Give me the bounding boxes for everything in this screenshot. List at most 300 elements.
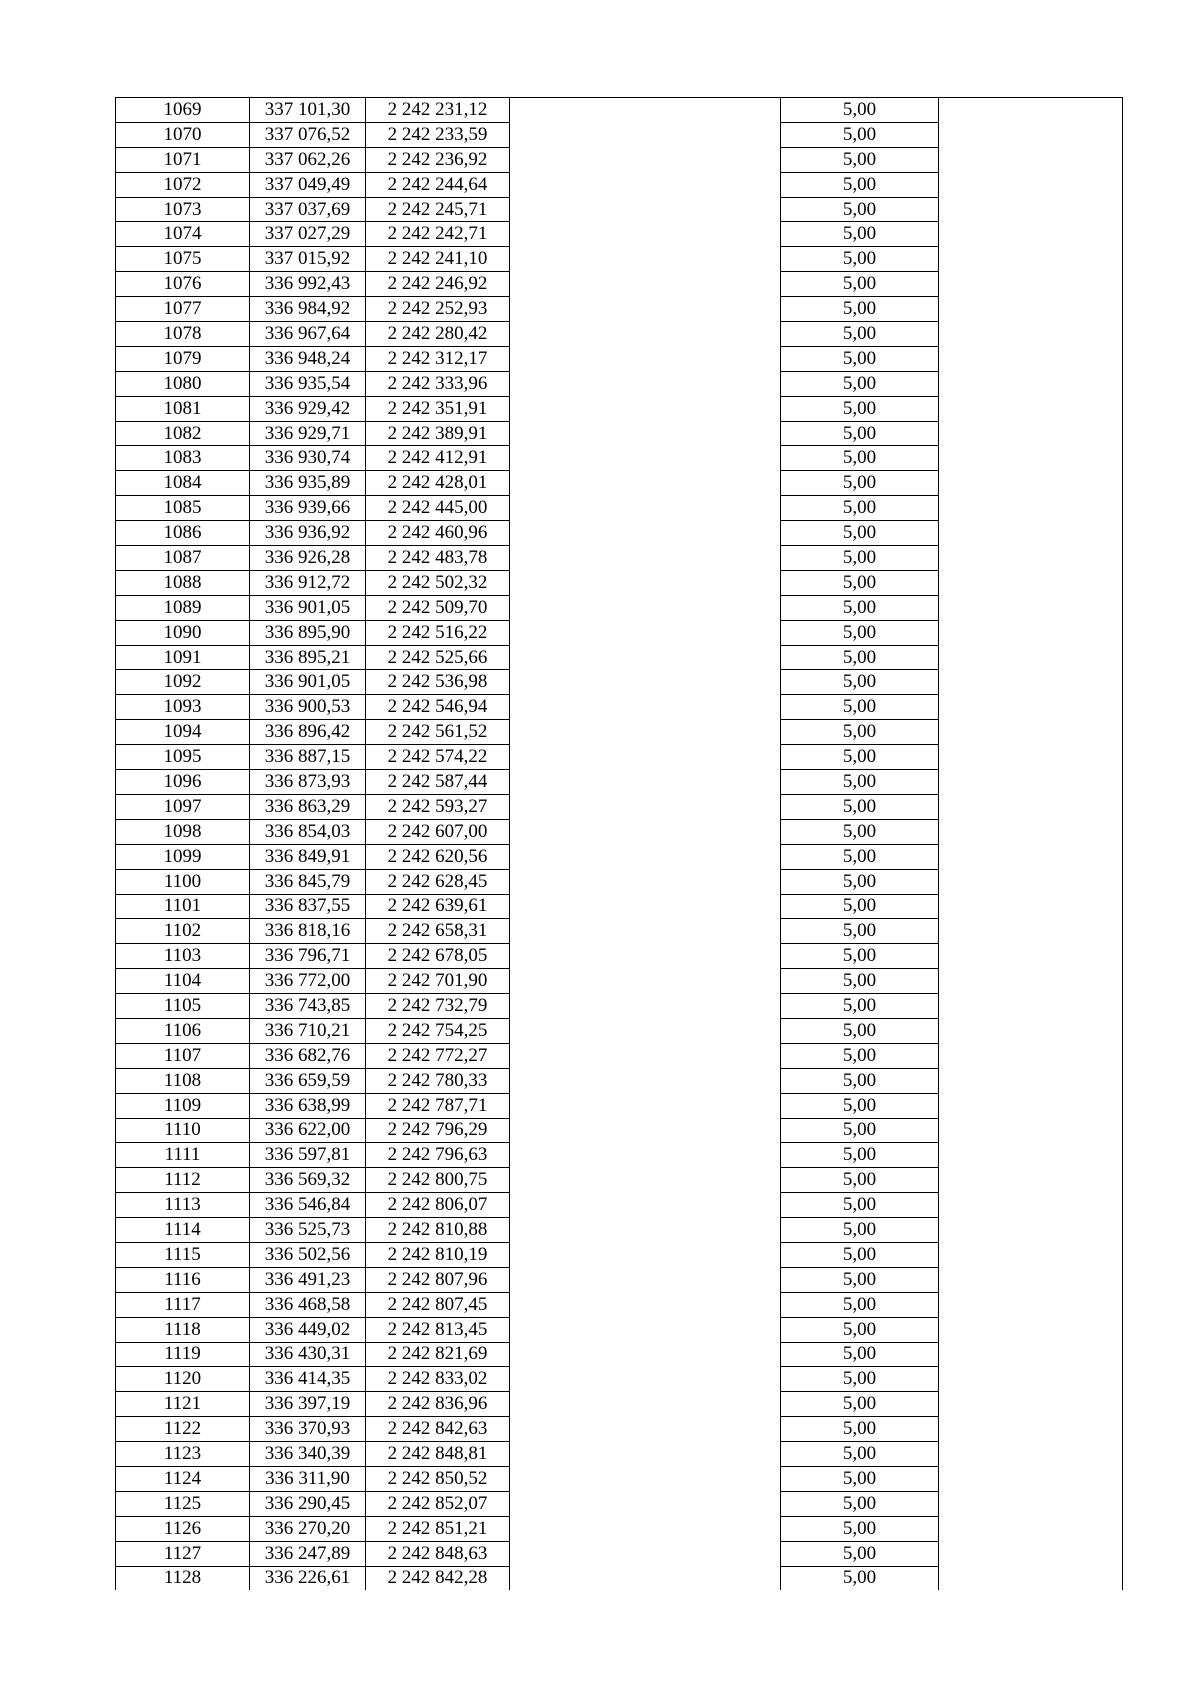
- value-cell: 5,00: [781, 969, 939, 994]
- table-row: [116, 1342, 1123, 1367]
- point-number-cell: 1076: [116, 272, 250, 297]
- point-number-cell: 1088: [116, 570, 250, 595]
- value-cell: 5,00: [781, 98, 939, 123]
- table-row: [116, 720, 1123, 745]
- table-row: [116, 570, 1123, 595]
- empty-cell: [510, 770, 781, 795]
- point-number-cell: 1113: [116, 1193, 250, 1218]
- value-cell: 5,00: [781, 322, 939, 347]
- y-coordinate-cell: 2 242 833,02: [366, 1367, 510, 1392]
- table-row: [116, 322, 1123, 347]
- empty-cell: [939, 844, 1123, 869]
- y-coordinate-cell: 2 242 245,71: [366, 197, 510, 222]
- y-coordinate-cell: 2 242 678,05: [366, 944, 510, 969]
- point-number-cell: 1085: [116, 496, 250, 521]
- empty-cell: [510, 496, 781, 521]
- x-coordinate-cell: 336 622,00: [250, 1118, 366, 1143]
- empty-cell: [939, 1566, 1123, 1590]
- table-row: [116, 1392, 1123, 1417]
- point-number-cell: 1090: [116, 620, 250, 645]
- x-coordinate-cell: 336 863,29: [250, 794, 366, 819]
- point-number-cell: 1082: [116, 421, 250, 446]
- y-coordinate-cell: 2 242 233,59: [366, 122, 510, 147]
- empty-cell: [939, 247, 1123, 272]
- y-coordinate-cell: 2 242 620,56: [366, 844, 510, 869]
- value-cell: 5,00: [781, 570, 939, 595]
- value-cell: 5,00: [781, 1242, 939, 1267]
- point-number-cell: 1079: [116, 346, 250, 371]
- empty-cell: [939, 620, 1123, 645]
- table-row: [116, 695, 1123, 720]
- table-row: [116, 1466, 1123, 1491]
- value-cell: 5,00: [781, 1218, 939, 1243]
- empty-cell: [939, 172, 1123, 197]
- table-row: [116, 1367, 1123, 1392]
- y-coordinate-cell: 2 242 807,96: [366, 1267, 510, 1292]
- x-coordinate-cell: 336 901,05: [250, 595, 366, 620]
- y-coordinate-cell: 2 242 658,31: [366, 919, 510, 944]
- value-cell: 5,00: [781, 1143, 939, 1168]
- y-coordinate-cell: 2 242 701,90: [366, 969, 510, 994]
- point-number-cell: 1092: [116, 670, 250, 695]
- y-coordinate-cell: 2 242 445,00: [366, 496, 510, 521]
- value-cell: 5,00: [781, 471, 939, 496]
- empty-cell: [939, 272, 1123, 297]
- point-number-cell: 1101: [116, 894, 250, 919]
- point-number-cell: 1115: [116, 1242, 250, 1267]
- value-cell: 5,00: [781, 894, 939, 919]
- value-cell: 5,00: [781, 695, 939, 720]
- empty-cell: [510, 794, 781, 819]
- y-coordinate-cell: 2 242 754,25: [366, 1018, 510, 1043]
- x-coordinate-cell: 336 311,90: [250, 1466, 366, 1491]
- x-coordinate-cell: 336 414,35: [250, 1367, 366, 1392]
- y-coordinate-cell: 2 242 412,91: [366, 446, 510, 471]
- x-coordinate-cell: 336 743,85: [250, 994, 366, 1019]
- empty-cell: [510, 994, 781, 1019]
- table-row: [116, 944, 1123, 969]
- table-row: [116, 1118, 1123, 1143]
- y-coordinate-cell: 2 242 428,01: [366, 471, 510, 496]
- value-cell: 5,00: [781, 1292, 939, 1317]
- point-number-cell: 1070: [116, 122, 250, 147]
- empty-cell: [939, 1193, 1123, 1218]
- x-coordinate-cell: 336 430,31: [250, 1342, 366, 1367]
- empty-cell: [939, 521, 1123, 546]
- empty-cell: [510, 1218, 781, 1243]
- x-coordinate-cell: 336 873,93: [250, 770, 366, 795]
- table-row: [116, 869, 1123, 894]
- empty-cell: [510, 1541, 781, 1566]
- table-row: [116, 1193, 1123, 1218]
- value-cell: 5,00: [781, 819, 939, 844]
- point-number-cell: 1087: [116, 546, 250, 571]
- table-row: [116, 1442, 1123, 1467]
- x-coordinate-cell: 337 076,52: [250, 122, 366, 147]
- table-row: [116, 969, 1123, 994]
- x-coordinate-cell: 336 818,16: [250, 919, 366, 944]
- x-coordinate-cell: 336 930,74: [250, 446, 366, 471]
- table-row: [116, 1267, 1123, 1292]
- point-number-cell: 1077: [116, 297, 250, 322]
- empty-cell: [939, 745, 1123, 770]
- value-cell: 5,00: [781, 1193, 939, 1218]
- y-coordinate-cell: 2 242 593,27: [366, 794, 510, 819]
- point-number-cell: 1078: [116, 322, 250, 347]
- point-number-cell: 1126: [116, 1516, 250, 1541]
- empty-cell: [939, 1168, 1123, 1193]
- y-coordinate-cell: 2 242 796,29: [366, 1118, 510, 1143]
- point-number-cell: 1124: [116, 1466, 250, 1491]
- empty-cell: [510, 745, 781, 770]
- value-cell: 5,00: [781, 1566, 939, 1590]
- table-row: [116, 346, 1123, 371]
- empty-cell: [939, 919, 1123, 944]
- y-coordinate-cell: 2 242 842,63: [366, 1417, 510, 1442]
- value-cell: 5,00: [781, 1093, 939, 1118]
- empty-cell: [939, 346, 1123, 371]
- x-coordinate-cell: 336 887,15: [250, 745, 366, 770]
- x-coordinate-cell: 336 901,05: [250, 670, 366, 695]
- empty-cell: [939, 944, 1123, 969]
- point-number-cell: 1089: [116, 595, 250, 620]
- value-cell: 5,00: [781, 1118, 939, 1143]
- x-coordinate-cell: 336 984,92: [250, 297, 366, 322]
- empty-cell: [510, 172, 781, 197]
- y-coordinate-cell: 2 242 787,71: [366, 1093, 510, 1118]
- empty-cell: [939, 1367, 1123, 1392]
- table-row: [116, 1541, 1123, 1566]
- empty-cell: [510, 1118, 781, 1143]
- table-row: [116, 1242, 1123, 1267]
- x-coordinate-cell: 336 340,39: [250, 1442, 366, 1467]
- y-coordinate-cell: 2 242 639,61: [366, 894, 510, 919]
- empty-cell: [939, 371, 1123, 396]
- empty-cell: [510, 1193, 781, 1218]
- table-row: [116, 147, 1123, 172]
- y-coordinate-cell: 2 242 810,88: [366, 1218, 510, 1243]
- y-coordinate-cell: 2 242 525,66: [366, 645, 510, 670]
- x-coordinate-cell: 336 939,66: [250, 496, 366, 521]
- table-row: [116, 794, 1123, 819]
- empty-cell: [510, 869, 781, 894]
- value-cell: 5,00: [781, 1442, 939, 1467]
- y-coordinate-cell: 2 242 252,93: [366, 297, 510, 322]
- table-row: [116, 396, 1123, 421]
- point-number-cell: 1119: [116, 1342, 250, 1367]
- x-coordinate-cell: 337 037,69: [250, 197, 366, 222]
- y-coordinate-cell: 2 242 333,96: [366, 371, 510, 396]
- value-cell: 5,00: [781, 446, 939, 471]
- x-coordinate-cell: 337 027,29: [250, 222, 366, 247]
- point-number-cell: 1097: [116, 794, 250, 819]
- x-coordinate-cell: 337 049,49: [250, 172, 366, 197]
- empty-cell: [510, 819, 781, 844]
- y-coordinate-cell: 2 242 561,52: [366, 720, 510, 745]
- x-coordinate-cell: 336 992,43: [250, 272, 366, 297]
- empty-cell: [510, 1442, 781, 1467]
- x-coordinate-cell: 336 710,21: [250, 1018, 366, 1043]
- y-coordinate-cell: 2 242 806,07: [366, 1193, 510, 1218]
- y-coordinate-cell: 2 242 312,17: [366, 346, 510, 371]
- point-number-cell: 1116: [116, 1267, 250, 1292]
- x-coordinate-cell: 337 101,30: [250, 98, 366, 123]
- x-coordinate-cell: 336 525,73: [250, 1218, 366, 1243]
- empty-cell: [939, 1292, 1123, 1317]
- point-number-cell: 1128: [116, 1566, 250, 1590]
- x-coordinate-cell: 336 569,32: [250, 1168, 366, 1193]
- value-cell: 5,00: [781, 944, 939, 969]
- x-coordinate-cell: 336 912,72: [250, 570, 366, 595]
- table-row: [116, 1218, 1123, 1243]
- table-row: [116, 446, 1123, 471]
- point-number-cell: 1114: [116, 1218, 250, 1243]
- table-row: [116, 122, 1123, 147]
- point-number-cell: 1118: [116, 1317, 250, 1342]
- value-cell: 5,00: [781, 1367, 939, 1392]
- x-coordinate-cell: 336 247,89: [250, 1541, 366, 1566]
- empty-cell: [510, 421, 781, 446]
- point-number-cell: 1091: [116, 645, 250, 670]
- value-cell: 5,00: [781, 869, 939, 894]
- x-coordinate-cell: 336 468,58: [250, 1292, 366, 1317]
- x-coordinate-cell: 336 936,92: [250, 521, 366, 546]
- table-row: [116, 645, 1123, 670]
- value-cell: 5,00: [781, 1043, 939, 1068]
- value-cell: 5,00: [781, 670, 939, 695]
- value-cell: 5,00: [781, 1516, 939, 1541]
- y-coordinate-cell: 2 242 807,45: [366, 1292, 510, 1317]
- value-cell: 5,00: [781, 1417, 939, 1442]
- empty-cell: [510, 1267, 781, 1292]
- empty-cell: [939, 969, 1123, 994]
- empty-cell: [939, 645, 1123, 670]
- point-number-cell: 1117: [116, 1292, 250, 1317]
- y-coordinate-cell: 2 242 242,71: [366, 222, 510, 247]
- y-coordinate-cell: 2 242 483,78: [366, 546, 510, 571]
- point-number-cell: 1100: [116, 869, 250, 894]
- empty-cell: [510, 844, 781, 869]
- point-number-cell: 1110: [116, 1118, 250, 1143]
- y-coordinate-cell: 2 242 607,00: [366, 819, 510, 844]
- y-coordinate-cell: 2 242 810,19: [366, 1242, 510, 1267]
- table-row: [116, 1417, 1123, 1442]
- point-number-cell: 1071: [116, 147, 250, 172]
- value-cell: 5,00: [781, 546, 939, 571]
- empty-cell: [939, 222, 1123, 247]
- table-row: [116, 521, 1123, 546]
- table-row: [116, 770, 1123, 795]
- empty-cell: [939, 1442, 1123, 1467]
- x-coordinate-cell: 336 546,84: [250, 1193, 366, 1218]
- x-coordinate-cell: 337 062,26: [250, 147, 366, 172]
- table-row: [116, 1491, 1123, 1516]
- empty-cell: [939, 1317, 1123, 1342]
- point-number-cell: 1102: [116, 919, 250, 944]
- point-number-cell: 1107: [116, 1043, 250, 1068]
- table-row: [116, 247, 1123, 272]
- value-cell: 5,00: [781, 1018, 939, 1043]
- table-row: [116, 197, 1123, 222]
- empty-cell: [510, 670, 781, 695]
- value-cell: 5,00: [781, 1466, 939, 1491]
- empty-cell: [939, 695, 1123, 720]
- empty-cell: [510, 322, 781, 347]
- table-row: [116, 844, 1123, 869]
- empty-cell: [939, 1392, 1123, 1417]
- empty-cell: [510, 546, 781, 571]
- empty-cell: [510, 147, 781, 172]
- table-row: [116, 371, 1123, 396]
- empty-cell: [939, 471, 1123, 496]
- empty-cell: [939, 1043, 1123, 1068]
- table-row: [116, 546, 1123, 571]
- x-coordinate-cell: 336 682,76: [250, 1043, 366, 1068]
- empty-cell: [510, 1317, 781, 1342]
- y-coordinate-cell: 2 242 389,91: [366, 421, 510, 446]
- table-row: [116, 1317, 1123, 1342]
- table-row: [116, 1143, 1123, 1168]
- x-coordinate-cell: 336 967,64: [250, 322, 366, 347]
- empty-cell: [939, 1516, 1123, 1541]
- x-coordinate-cell: 336 491,23: [250, 1267, 366, 1292]
- empty-cell: [510, 98, 781, 123]
- y-coordinate-cell: 2 242 732,79: [366, 994, 510, 1019]
- empty-cell: [510, 944, 781, 969]
- empty-cell: [939, 1267, 1123, 1292]
- empty-cell: [939, 595, 1123, 620]
- y-coordinate-cell: 2 242 836,96: [366, 1392, 510, 1417]
- x-coordinate-cell: 336 397,19: [250, 1392, 366, 1417]
- value-cell: 5,00: [781, 197, 939, 222]
- empty-cell: [939, 446, 1123, 471]
- table-row: [116, 172, 1123, 197]
- y-coordinate-cell: 2 242 850,52: [366, 1466, 510, 1491]
- value-cell: 5,00: [781, 595, 939, 620]
- empty-cell: [510, 1168, 781, 1193]
- value-cell: 5,00: [781, 919, 939, 944]
- table-row: [116, 1292, 1123, 1317]
- empty-cell: [939, 1342, 1123, 1367]
- empty-cell: [510, 521, 781, 546]
- point-number-cell: 1075: [116, 247, 250, 272]
- y-coordinate-cell: 2 242 244,64: [366, 172, 510, 197]
- value-cell: 5,00: [781, 1342, 939, 1367]
- empty-cell: [939, 670, 1123, 695]
- empty-cell: [510, 1417, 781, 1442]
- y-coordinate-cell: 2 242 628,45: [366, 869, 510, 894]
- y-coordinate-cell: 2 242 796,63: [366, 1143, 510, 1168]
- table-row: [116, 1566, 1123, 1590]
- point-number-cell: 1074: [116, 222, 250, 247]
- empty-cell: [510, 346, 781, 371]
- empty-cell: [939, 1491, 1123, 1516]
- x-coordinate-cell: 336 796,71: [250, 944, 366, 969]
- value-cell: 5,00: [781, 247, 939, 272]
- value-cell: 5,00: [781, 1392, 939, 1417]
- empty-cell: [510, 720, 781, 745]
- empty-cell: [510, 1068, 781, 1093]
- value-cell: 5,00: [781, 371, 939, 396]
- empty-cell: [510, 272, 781, 297]
- value-cell: 5,00: [781, 1168, 939, 1193]
- empty-cell: [510, 620, 781, 645]
- value-cell: 5,00: [781, 346, 939, 371]
- value-cell: 5,00: [781, 396, 939, 421]
- y-coordinate-cell: 2 242 848,81: [366, 1442, 510, 1467]
- table-row: [116, 620, 1123, 645]
- empty-cell: [939, 570, 1123, 595]
- value-cell: 5,00: [781, 297, 939, 322]
- empty-cell: [939, 720, 1123, 745]
- table-row: [116, 98, 1123, 123]
- x-coordinate-cell: 336 772,00: [250, 969, 366, 994]
- y-coordinate-cell: 2 242 851,21: [366, 1516, 510, 1541]
- empty-cell: [510, 595, 781, 620]
- empty-cell: [939, 1541, 1123, 1566]
- x-coordinate-cell: 336 290,45: [250, 1491, 366, 1516]
- x-coordinate-cell: 336 929,42: [250, 396, 366, 421]
- value-cell: 5,00: [781, 720, 939, 745]
- empty-cell: [510, 969, 781, 994]
- empty-cell: [939, 322, 1123, 347]
- empty-cell: [939, 546, 1123, 571]
- y-coordinate-cell: 2 242 502,32: [366, 570, 510, 595]
- y-coordinate-cell: 2 242 772,27: [366, 1043, 510, 1068]
- x-coordinate-cell: 336 895,90: [250, 620, 366, 645]
- empty-cell: [510, 446, 781, 471]
- table-row: [116, 819, 1123, 844]
- x-coordinate-cell: 336 849,91: [250, 844, 366, 869]
- y-coordinate-cell: 2 242 460,96: [366, 521, 510, 546]
- value-cell: 5,00: [781, 1068, 939, 1093]
- empty-cell: [510, 1516, 781, 1541]
- x-coordinate-cell: 336 935,89: [250, 471, 366, 496]
- point-number-cell: 1094: [116, 720, 250, 745]
- empty-cell: [510, 1392, 781, 1417]
- y-coordinate-cell: 2 242 246,92: [366, 272, 510, 297]
- value-cell: 5,00: [781, 1317, 939, 1342]
- empty-cell: [939, 1093, 1123, 1118]
- table-row: [116, 471, 1123, 496]
- table-row: [116, 919, 1123, 944]
- point-number-cell: 1103: [116, 944, 250, 969]
- table-row: [116, 670, 1123, 695]
- x-coordinate-cell: 336 659,59: [250, 1068, 366, 1093]
- value-cell: 5,00: [781, 620, 939, 645]
- point-number-cell: 1111: [116, 1143, 250, 1168]
- x-coordinate-cell: 336 854,03: [250, 819, 366, 844]
- point-number-cell: 1125: [116, 1491, 250, 1516]
- value-cell: 5,00: [781, 1491, 939, 1516]
- value-cell: 5,00: [781, 521, 939, 546]
- y-coordinate-cell: 2 242 821,69: [366, 1342, 510, 1367]
- x-coordinate-cell: 336 845,79: [250, 869, 366, 894]
- value-cell: 5,00: [781, 122, 939, 147]
- value-cell: 5,00: [781, 421, 939, 446]
- x-coordinate-cell: 336 929,71: [250, 421, 366, 446]
- empty-cell: [510, 570, 781, 595]
- empty-cell: [939, 994, 1123, 1019]
- point-number-cell: 1123: [116, 1442, 250, 1467]
- point-number-cell: 1098: [116, 819, 250, 844]
- table-row: [116, 1043, 1123, 1068]
- point-number-cell: 1069: [116, 98, 250, 123]
- empty-cell: [510, 1342, 781, 1367]
- empty-cell: [510, 695, 781, 720]
- coordinates-table: [115, 97, 1123, 1590]
- empty-cell: [510, 1043, 781, 1068]
